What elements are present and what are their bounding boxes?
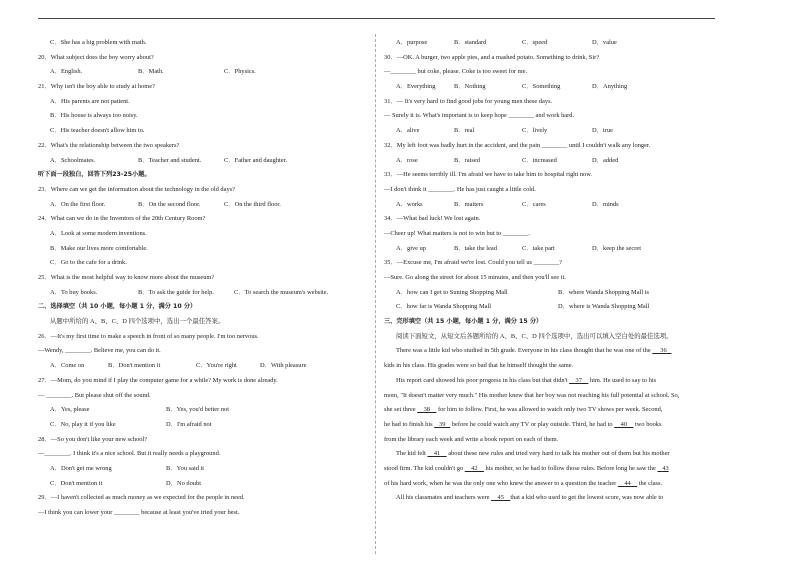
q34-options xyxy=(384,242,724,257)
q21-option-b: B．His house is always too noisy. xyxy=(50,112,138,120)
q26-response: —Wendy, ________. Believe me, you can do it. xyxy=(38,347,161,355)
q23-option-a: A．On the first floor. xyxy=(50,200,106,208)
blank-39: 39 xyxy=(439,420,446,428)
q33-options xyxy=(384,198,724,213)
q30-options xyxy=(384,80,724,95)
q30-option-c: C．Something xyxy=(522,83,561,91)
q27-option-d: D．I'm afraid not xyxy=(166,420,212,428)
q27-options-row1 xyxy=(38,403,368,418)
question-21: 21．Why isn't the boy able to study at home? xyxy=(38,83,155,91)
question-25: 25．What is the most helpful way to know more about the museum? xyxy=(38,274,215,281)
q21-option-a: A．His parents are not patient. xyxy=(50,97,130,105)
question-34: 34．—What bad luck! We lost again. xyxy=(384,215,481,223)
question-33: 33．—He seems terribly ill. I'm afraid we have to take him to hospital right now. xyxy=(384,171,593,179)
q28-option-b: B．You said it xyxy=(166,464,205,472)
q20-options xyxy=(38,65,368,80)
section-2-heading: 二、选择填空（共 10 小题，每小题 1 分，满分 10 分） xyxy=(38,303,197,311)
q27-option-c: C．No, play it if you like xyxy=(50,420,116,428)
q34-option-b: B．take the lead xyxy=(454,244,497,252)
q32-option-c: C．increased xyxy=(522,156,557,164)
page-top-rule xyxy=(38,18,715,19)
q28-response: —________. I think it's a nice school. But it really needs a playground. xyxy=(38,450,221,458)
passage-line-5: she set three 38 for him to follow. First, he was allowed to watch only two TV shows per week. Second, xyxy=(384,406,663,414)
q20-option-b: B．Math. xyxy=(138,68,164,76)
q26-options xyxy=(38,359,368,374)
q32-option-d: D．added xyxy=(592,156,619,164)
left-column xyxy=(38,36,368,521)
q27-response: — ________. But please shut off the sound. xyxy=(38,391,151,399)
q35-option-b: B．where Wanda Shopping Mall is xyxy=(558,288,649,296)
q28-option-d: D．No doubt xyxy=(166,479,201,487)
passage-line-1: There was a little kid who studied in 5th grade. Everyone in his class thought that he was one of the 36 xyxy=(384,344,724,359)
question-23: 23．Where can we get the information about the technology in the old days? xyxy=(38,185,235,193)
q23-option-c: C．On the third floor. xyxy=(224,200,281,208)
q25-options xyxy=(38,286,368,301)
q33-option-d: D．minds xyxy=(592,200,619,208)
q30-option-b: B．Nothing xyxy=(454,83,486,91)
q34-response: —Cheer up! What matters is not to win but to ________. xyxy=(384,229,530,237)
question-35: 35．—Excuse me, I'm afraid we're lost. Could you tell us ________? xyxy=(384,259,563,267)
q25-option-c: C．To search the museum's website. xyxy=(234,288,329,296)
q27-option-b: B．Yes, you'd better not xyxy=(166,406,229,414)
q23-option-b: B．On the second floor. xyxy=(138,200,201,208)
q31-options xyxy=(384,124,724,139)
question-30: 30．—OK. A burger, two apple pies, and a mashed potato. Something to drink, Sir? xyxy=(384,53,600,61)
q29-option-d: D．value xyxy=(592,39,617,46)
question-27: 27．—Mom, do you mind if I play the computer game for a while? My work is done already. xyxy=(38,376,278,384)
q27-options-row2 xyxy=(38,418,368,433)
question-32: 32．My left foot was badly hurt in the accident, and the pain ________ until I couldn't walk any longer. xyxy=(384,141,651,149)
blank-43: 43 xyxy=(662,464,669,472)
question-20: 20．What subject does the boy worry about? xyxy=(38,53,154,61)
q22-option-c: C．Father and daughter. xyxy=(224,156,288,164)
q34-option-d: D．keep the secret xyxy=(592,244,641,252)
passage-line-4: mom, "It doesn't matter very much." His mother knew that her boy was not reaching his full potential at school. So, xyxy=(384,391,680,399)
question-29: 29．—I haven't collected as much money as we expected for the people in need. xyxy=(38,494,245,502)
passage-line-9: stood firm. The kid couldn't go 42 his mother, so he had to follow those rules. Before long he saw the 43 xyxy=(384,464,669,472)
q21-option-c: C．His teacher doesn't allow him to. xyxy=(50,127,145,135)
blank-37: 37 xyxy=(575,376,582,384)
q27-option-a: A．Yes, please xyxy=(50,406,90,414)
section-3-heading: 三、完形填空（共 15 小题，每小题 1 分，满分 15 分） xyxy=(384,318,543,326)
blank-41: 41 xyxy=(433,450,441,458)
passage-line-11: All his classmates and teachers were 45 that a kid who used to get the lowest score, was now able to xyxy=(396,494,664,502)
q31-response: — Surely it is. What's important is to keep hope ________ and work hard. xyxy=(384,112,575,120)
q32-option-b: B．raised xyxy=(454,156,480,164)
q26-option-a: A．Come on xyxy=(50,362,85,370)
blank-44: 44 xyxy=(624,479,631,487)
question-22: 22．What's the relationship between the two speakers? xyxy=(38,141,180,149)
q31-option-b: B．real xyxy=(454,127,475,135)
q24-option-b: B．Make our lives more comfortable. xyxy=(50,244,148,252)
passage-line-10: of his hard work, when he was the only one who knew the answer to a question the teacher 44 the class. xyxy=(384,479,663,487)
q20-option-c: C．Physics. xyxy=(224,68,256,76)
q26-option-d: D．With pleasure xyxy=(260,362,307,370)
q28-option-a: A．Don't get me wrong xyxy=(50,464,112,472)
q31-option-d: D．true xyxy=(592,127,613,135)
q30-option-d: D．Anything xyxy=(592,83,628,91)
q29-options xyxy=(384,36,724,51)
listening-section-heading: 听下面一段独白，回答下列23-25小题。 xyxy=(38,171,151,179)
q28-options-row1 xyxy=(38,462,368,477)
q29-option-b: B．standard xyxy=(454,39,487,46)
q24-option-c: C．Go to the cafe for a drink. xyxy=(50,259,127,267)
blank-36: 36 xyxy=(660,347,667,355)
q29-option-c: C．speed xyxy=(522,39,548,46)
q26-option-b: B．Don't mention it xyxy=(108,362,161,370)
q35-option-c: C．how far is Wanda Shopping Mall xyxy=(396,303,492,311)
question-31: 31．— It's very hard to find good jobs for young men these days. xyxy=(384,97,553,105)
q31-option-a: A．alive xyxy=(396,127,420,135)
q28-options-row2 xyxy=(38,477,368,492)
q22-options xyxy=(38,154,368,169)
right-column xyxy=(384,36,724,506)
q35-options-row1 xyxy=(384,286,724,301)
q33-option-c: C．cares xyxy=(522,200,546,208)
q20-option-a: A．English. xyxy=(50,68,83,76)
q19-option-c: C．She has a big problem with math. xyxy=(50,39,147,46)
q30-option-a: A．Everything xyxy=(396,83,436,91)
question-28: 28．—So you don't like your new school? xyxy=(38,435,148,443)
q34-option-a: A．give up xyxy=(396,244,426,252)
q26-option-c: C．You're right xyxy=(196,362,237,370)
passage-line-3: His report card showed his poor progress in his class but that didn't 37 him. He used to say to his xyxy=(396,376,657,384)
q25-option-a: A．To buy books. xyxy=(50,288,98,296)
blank-42: 42 xyxy=(471,464,478,472)
blank-40: 40 xyxy=(620,420,628,428)
q32-options xyxy=(384,154,724,169)
section-2-instruction: 从题中所给的 A、B、C、D 四个选项中，选出一个最佳答案。 xyxy=(50,318,225,326)
column-divider xyxy=(375,34,376,554)
passage-line-7: from the library each week and write a book report on each of them. xyxy=(384,435,559,443)
q33-option-a: A．works xyxy=(396,200,423,208)
q28-option-c: C．Don't mention it xyxy=(50,479,103,487)
q33-option-b: B．matters xyxy=(454,200,484,208)
q35-option-a: A．how can I get to Suning Shopping Mall xyxy=(396,288,508,296)
q31-option-c: C．lively xyxy=(522,127,548,135)
blank-45: 45 xyxy=(497,494,504,502)
q35-options-row2 xyxy=(384,300,724,315)
q29-option-a: A．purpose xyxy=(396,39,428,46)
q35-response: —Sure. Go along the street for about 15 minutes, and then you'll see it. xyxy=(384,274,566,281)
q34-option-c: C．take part xyxy=(522,244,555,252)
passage-line-8: The kid felt 41 about these new rules and tried very hard to talk his mother out of them but his mother xyxy=(396,450,670,458)
q29-response: —I think you can lower your ________ because at least you've tried your best. xyxy=(38,509,240,516)
q35-option-d: D．where is Wanda Shopping Mall xyxy=(558,303,650,311)
q22-option-a: A．Schoolmates. xyxy=(50,156,96,164)
blank-38: 38 xyxy=(423,406,430,414)
q22-option-b: B．Teacher and student. xyxy=(138,156,202,164)
question-24: 24．What can we do in the Inventors of the 20th Century Room? xyxy=(38,215,206,223)
q33-response: —I don't think it ________. He has just caught a little cold. xyxy=(384,185,536,193)
q32-option-a: A．rose xyxy=(396,156,418,164)
section-3-instruction: 阅读下面短文，从短文后各题所给的 A、B、C、D 四个选项中，选出可以填入空白处的最佳选项。 xyxy=(396,332,673,340)
passage-line-6: he had to finish his 39 before he could watch any TV or play outside. Third, he had to 40 two books xyxy=(384,420,662,428)
q25-option-b: B．To ask the guide for help. xyxy=(138,288,214,296)
q24-option-a: A．Look at some modern inventions. xyxy=(50,229,147,237)
passage-line-2: kids in his class. His grades were so bad that he himself thought the same. xyxy=(384,362,574,370)
question-26: 26．—It's my first time to make a speech in front of so many people. I'm too nervous. xyxy=(38,332,259,340)
q23-options xyxy=(38,198,368,213)
q30-response: —________ but coke, please. Coke is too sweet for me. xyxy=(384,68,528,76)
